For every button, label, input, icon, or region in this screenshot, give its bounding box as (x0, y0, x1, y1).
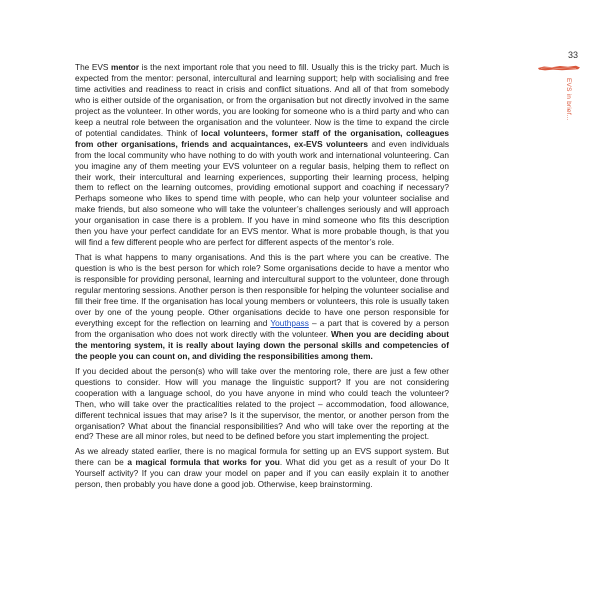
paragraph (75, 62, 449, 248)
text-run: If you decided about the person(s) who will take over the mentoring role, there are just a few other questions to consider. How will you manage the linguistic support? If you are not considering cooperation with a language school, do you have anyone in mind who could teach the volunteer? Then, who will take over the practicalities related to the project – accommodation, food allowance, different technical issues that may arise? Is it the supervisor, the mentor, or another person from the organisation? What about the financial responsibilities? And who will take over the reporting at the end? These are all minor roles, but need to be defined before you start implementing the project. (75, 365, 449, 442)
brush-stroke-decoration (538, 64, 580, 72)
page-number: 33 (568, 50, 579, 60)
bold-text: mentor (110, 62, 140, 72)
paragraph (75, 252, 449, 362)
text-run: – a part that is covered by a person from the organisation who does not work directly with the volunteer. (75, 317, 449, 339)
side-tab-label: EVS in brief... (565, 78, 572, 121)
youthpass-link[interactable]: Youthpass (270, 317, 309, 328)
bold-text: When you are deciding about the mentoring system, it is really about laying down the personal skills and competencies of the people you can count on, and dividing the responsibilities among them. (75, 328, 450, 361)
bold-text: a magical formula that works for you (127, 457, 280, 468)
body-text (75, 62, 449, 494)
text-run: That is what happens to many organisations. And this is the part where you can be creative. The question is who is the best person for which role? Some organisations decide to have a mentor who is responsible for providing personal, learning and intercultural support to the volunteer, done through regular mentoring sessions. Another person is then responsible for helping the volunteer socialise and fill their free time. If the organisation has local young members or volunteers, this role is usually taken over by one of the young people. Other organisations decide to have one person responsible for everything except for the reflection on learning and (75, 252, 449, 328)
text-run: As we already stated earlier, there is no magical formula for setting up an EVS support system. But there can be (75, 446, 449, 468)
text-run: is the next important role that you need to fill. Usually this is the tricky part. Much is expected from the mentor: personal, intercultural and learning support; help with socialising and free time activities and readiness to react in crisis and conflict situations. And all of that from somebody who is either outside of the organisation, or from the organisation but not directly involved in the same project as the volunteer. In other words, you are looking for someone who is a third party and who can keep a neutral role between the organisation and the volunteer. Now is the time to expand the circle of potential candidates. Think of (75, 62, 450, 138)
paragraph (75, 366, 449, 443)
text-run: The EVS (75, 62, 111, 72)
text-run: . What did you get as a result of your Do It Yourself activity? If you can draw your model on paper and if you can easily explain it to another person, then probably you have done a good job. Otherwise, keep brainstorming. (75, 457, 449, 490)
text-run: and even individuals from the local community who have nothing to do with youth work and international volunteering. Can you imagine any of them meeting your EVS volunteer on a regular basis, helping them to reflect on their work, their intercultural and learning experiences, supporting their learning process, helping them to reflect on the learning outcomes, providing emotional support and coaching if necessary? Perhaps someone who likes to spend time with people, who can help your volunteer socialise and make friends, but also someone who will take the volunteer’s challenges seriously and will approach your organisation in case there is a problem. If you have in mind someone who fits this description then you have your perfect candidate for an EVS mentor. What is more probable though, is that you will find a few different people who are perfect for different aspects of the mentor’s role. (75, 138, 449, 248)
bold-text: local volunteers, former staff of the organisation, colleagues from other organisations, friends and acquaintances, ex-EVS volunteers (75, 127, 450, 149)
paragraph (75, 446, 449, 490)
